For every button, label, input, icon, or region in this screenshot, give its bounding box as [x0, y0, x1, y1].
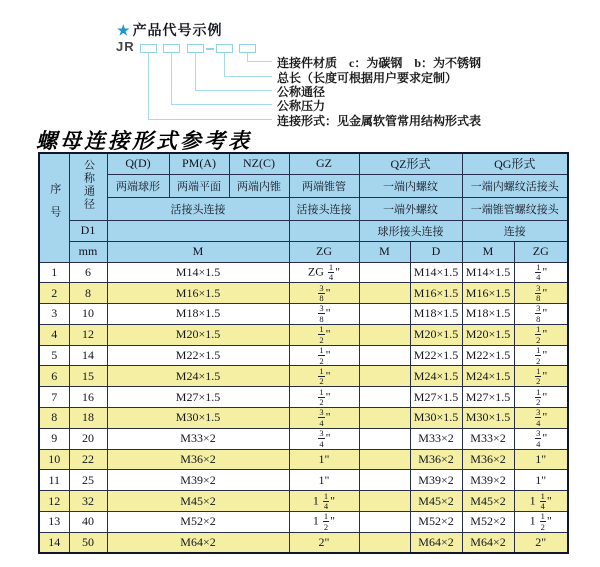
header-qz-m: M — [359, 241, 410, 262]
cell-qg-m-value: M52×2 — [462, 512, 514, 533]
cell-qz-d-value: M30×1.5 — [410, 408, 462, 429]
header-col-qg: QG形式 — [462, 153, 568, 174]
cell-gz-zg-value: 1" — [289, 449, 359, 470]
header-col-nz: NZ(C) — [229, 153, 289, 174]
cell-gz-zg-value: ZG $\frac{1}{4}$ " — [289, 262, 359, 283]
cell-qz-d-value: M14×1.5 — [410, 262, 462, 283]
cell-qz-d-value: M20×1.5 — [410, 324, 462, 345]
cell-qg-m-value: M14×1.5 — [462, 262, 514, 283]
cell-qg-zg-value: 1" — [514, 470, 568, 491]
cell-seq: 12 — [39, 491, 69, 512]
header-qz-sub2: 一端外螺纹 — [359, 197, 462, 220]
cell-qz-d-value: M22×1.5 — [410, 345, 462, 366]
cell-d1: 12 — [69, 324, 107, 345]
table-row — [39, 304, 568, 325]
cell-qg-m-value: M45×2 — [462, 491, 514, 512]
header-zg: ZG — [289, 241, 359, 262]
cell-seq: 7 — [39, 387, 69, 408]
code-dash — [206, 48, 214, 50]
cell-qz-d-value: M33×2 — [410, 428, 462, 449]
cell-qg-m-value: M24×1.5 — [462, 366, 514, 387]
nut-connection-table — [38, 152, 569, 554]
cell-gz-zg-value: $\frac{1}{2}$ " — [289, 324, 359, 345]
nut-connection-table-wrap — [38, 152, 569, 554]
table-title: 螺母连接形式参考表 — [36, 129, 252, 153]
cell-qg-zg-value: $\frac{1}{4}$ " — [514, 262, 568, 283]
header-m: M — [107, 241, 289, 262]
cell-m-value: M33×2 — [107, 428, 289, 449]
cell-qg-zg-value: $\frac{1}{2}$ " — [514, 387, 568, 408]
connector-line — [247, 53, 248, 61]
cell-qz-m-value — [359, 345, 410, 366]
header-union-connect: 活接头连接 — [107, 197, 289, 220]
code-prefix: JR — [116, 39, 135, 54]
diagram-heading-text: 产品代号示例 — [132, 24, 223, 39]
cell-qz-d-value: M27×1.5 — [410, 387, 462, 408]
cell-m-value: M24×1.5 — [107, 366, 289, 387]
connector-line — [224, 76, 272, 77]
cell-gz-zg-value: 1 $\frac{1}{2}$ " — [289, 512, 359, 533]
cell-d1: 20 — [69, 428, 107, 449]
code-box — [163, 44, 180, 53]
cell-seq: 2 — [39, 283, 69, 304]
table-row — [39, 345, 568, 366]
cell-d1: 32 — [69, 491, 107, 512]
header-nominal-diameter: 公称通径 — [69, 153, 107, 220]
connector-line — [247, 61, 272, 62]
star-icon: ★ — [117, 24, 131, 39]
cell-qz-d-value: M64×2 — [410, 532, 462, 553]
cell-qz-m-value — [359, 512, 410, 533]
cell-seq: 11 — [39, 470, 69, 491]
cell-qz-m-value — [359, 324, 410, 345]
cell-qg-m-value: M20×1.5 — [462, 324, 514, 345]
table-row — [39, 408, 568, 429]
cell-gz-zg-value: $\frac{3}{8}$ " — [289, 283, 359, 304]
header-qz-sub3: 球形接头连接 — [359, 220, 462, 241]
cell-qz-d-value: M18×1.5 — [410, 304, 462, 325]
code-box — [216, 44, 233, 53]
cell-seq: 4 — [39, 324, 69, 345]
cell-d1: 18 — [69, 408, 107, 429]
cell-d1: 8 — [69, 283, 107, 304]
cell-d1: 10 — [69, 304, 107, 325]
connector-line — [171, 53, 172, 104]
cell-qg-zg-value: $\frac{3}{8}$ " — [514, 304, 568, 325]
cell-qz-m-value — [359, 408, 410, 429]
cell-m-value: M52×2 — [107, 512, 289, 533]
header-qg-sub1: 一端内螺纹活接头 — [462, 174, 568, 197]
header-gz-union-connect: 活接头连接 — [289, 197, 359, 220]
code-box — [239, 44, 256, 53]
cell-gz-zg-value: $\frac{3}{4}$ " — [289, 408, 359, 429]
cell-qz-m-value — [359, 304, 410, 325]
code-field-label: 总长（长度可根据用户要求定制） — [277, 71, 458, 85]
cell-qg-zg-value: 2" — [514, 532, 568, 553]
header-col-qz: QZ形式 — [359, 153, 462, 174]
cell-gz-zg-value: 1 $\frac{1}{4}$ " — [289, 491, 359, 512]
cell-seq: 5 — [39, 345, 69, 366]
cell-d1: 22 — [69, 449, 107, 470]
table-row — [39, 387, 568, 408]
cell-qg-m-value: M64×2 — [462, 532, 514, 553]
cell-seq: 8 — [39, 408, 69, 429]
cell-qg-m-value: M27×1.5 — [462, 387, 514, 408]
header-nz-sub: 两端内锥 — [229, 174, 289, 197]
header-seq: 序号 — [39, 153, 69, 262]
cell-d1: 40 — [69, 512, 107, 533]
table-row — [39, 532, 568, 553]
cell-m-value: M27×1.5 — [107, 387, 289, 408]
header-pm-sub: 两端平面 — [169, 174, 229, 197]
cell-seq: 13 — [39, 512, 69, 533]
header-q-sub: 两端球形 — [107, 174, 169, 197]
diagram-heading — [117, 20, 223, 40]
cell-qg-zg-value: $\frac{1}{2}$ " — [514, 345, 568, 366]
header-qg-sub2: 一端锥管螺纹接头 — [462, 197, 568, 220]
header-empty-left — [107, 220, 289, 241]
cell-gz-zg-value: $\frac{3}{4}$ " — [289, 428, 359, 449]
header-mm: mm — [69, 241, 107, 262]
header-d1: D1 — [69, 220, 107, 241]
header-col-gz: GZ — [289, 153, 359, 174]
table-row — [39, 366, 568, 387]
cell-qz-d-value: M24×1.5 — [410, 366, 462, 387]
cell-m-value: M14×1.5 — [107, 262, 289, 283]
table-row — [39, 512, 568, 533]
connector-line — [224, 53, 225, 76]
table-row — [39, 449, 568, 470]
cell-qz-m-value — [359, 428, 410, 449]
cell-d1: 6 — [69, 262, 107, 283]
cell-seq: 6 — [39, 366, 69, 387]
header-qg-zg: ZG — [514, 241, 568, 262]
header-col-pm: PM(A) — [169, 153, 229, 174]
cell-qg-zg-value: 1" — [514, 449, 568, 470]
table-body — [39, 262, 568, 553]
cell-m-value: M18×1.5 — [107, 304, 289, 325]
code-field-label: 公称通径 — [277, 85, 326, 99]
cell-gz-zg-value: 2" — [289, 532, 359, 553]
cell-qz-m-value — [359, 470, 410, 491]
table-row — [39, 428, 568, 449]
cell-qz-m-value — [359, 491, 410, 512]
table-row — [39, 283, 568, 304]
cell-qg-m-value: M39×2 — [462, 470, 514, 491]
cell-qg-zg-value: 1 $\frac{1}{4}$ " — [514, 491, 568, 512]
cell-gz-zg-value: $\frac{3}{8}$ " — [289, 304, 359, 325]
cell-qz-d-value: M52×2 — [410, 512, 462, 533]
connector-line — [195, 90, 272, 91]
cell-qg-zg-value: $\frac{3}{4}$ " — [514, 428, 568, 449]
table-header — [39, 153, 568, 262]
cell-qz-m-value — [359, 449, 410, 470]
cell-m-value: M30×1.5 — [107, 408, 289, 429]
cell-qz-m-value — [359, 283, 410, 304]
table-row — [39, 324, 568, 345]
cell-qz-m-value — [359, 262, 410, 283]
cell-seq: 1 — [39, 262, 69, 283]
connector-line — [195, 53, 196, 90]
table-row — [39, 262, 568, 283]
cell-seq: 9 — [39, 428, 69, 449]
cell-qz-m-value — [359, 387, 410, 408]
cell-d1: 14 — [69, 345, 107, 366]
cell-qz-d-value: M45×2 — [410, 491, 462, 512]
connector-line — [148, 53, 149, 119]
cell-qg-m-value: M30×1.5 — [462, 408, 514, 429]
cell-qz-d-value: M36×2 — [410, 449, 462, 470]
cell-qg-zg-value: $\frac{1}{2}$ " — [514, 324, 568, 345]
cell-gz-zg-value: 1" — [289, 470, 359, 491]
cell-m-value: M20×1.5 — [107, 324, 289, 345]
header-qz-sub1: 一端内螺纹 — [359, 174, 462, 197]
code-box — [187, 44, 204, 53]
connector-line — [148, 119, 272, 120]
cell-m-value: M16×1.5 — [107, 283, 289, 304]
cell-seq: 14 — [39, 532, 69, 553]
cell-seq: 10 — [39, 449, 69, 470]
code-field-label: 公称压力 — [277, 99, 326, 113]
header-empty-gz — [289, 220, 359, 241]
cell-gz-zg-value: $\frac{1}{2}$ " — [289, 387, 359, 408]
cell-gz-zg-value: $\frac{1}{2}$ " — [289, 345, 359, 366]
cell-m-value: M36×2 — [107, 449, 289, 470]
cell-qz-m-value — [359, 532, 410, 553]
cell-qz-m-value — [359, 366, 410, 387]
cell-qz-d-value: M39×2 — [410, 470, 462, 491]
cell-d1: 15 — [69, 366, 107, 387]
cell-qg-m-value: M18×1.5 — [462, 304, 514, 325]
cell-m-value: M64×2 — [107, 532, 289, 553]
cell-qg-m-value: M33×2 — [462, 428, 514, 449]
header-qg-sub3: 连接 — [462, 220, 568, 241]
code-field-label: 连接件材质 c：为碳钢 b：为不锈钢 — [277, 56, 482, 70]
cell-d1: 25 — [69, 470, 107, 491]
cell-qg-m-value: M16×1.5 — [462, 283, 514, 304]
cell-d1: 16 — [69, 387, 107, 408]
cell-qg-zg-value: $\frac{3}{4}$ " — [514, 408, 568, 429]
header-col-q: Q(D) — [107, 153, 169, 174]
code-box — [140, 44, 157, 53]
header-gz-sub: 两端锥管 — [289, 174, 359, 197]
cell-qz-d-value: M16×1.5 — [410, 283, 462, 304]
table-row — [39, 491, 568, 512]
header-qz-d: D — [410, 241, 462, 262]
cell-m-value: M39×2 — [107, 470, 289, 491]
cell-qg-zg-value: $\frac{1}{2}$ " — [514, 366, 568, 387]
cell-qg-zg-value: $\frac{3}{8}$ " — [514, 283, 568, 304]
cell-gz-zg-value: $\frac{1}{2}$ " — [289, 366, 359, 387]
header-qg-m: M — [462, 241, 514, 262]
cell-qg-zg-value: 1 $\frac{1}{2}$ " — [514, 512, 568, 533]
code-field-label: 连接形式：见金属软管常用结构形式表 — [277, 114, 482, 128]
cell-qg-m-value: M22×1.5 — [462, 345, 514, 366]
cell-qg-m-value: M36×2 — [462, 449, 514, 470]
cell-seq: 3 — [39, 304, 69, 325]
cell-m-value: M45×2 — [107, 491, 289, 512]
cell-d1: 50 — [69, 532, 107, 553]
cell-m-value: M22×1.5 — [107, 345, 289, 366]
table-row — [39, 470, 568, 491]
connector-line — [171, 104, 272, 105]
